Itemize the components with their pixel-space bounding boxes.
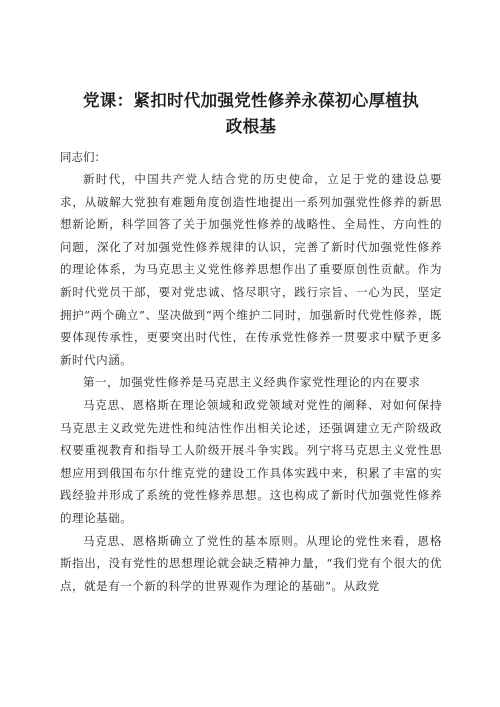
salutation: 同志们： — [60, 150, 106, 164]
paragraph-marx-engels-lenin: 马克思、恩格斯在理论领域和政党领域对党性的阐释、对如何保持马克思主义政党先进性和纯洁性作出相关论述，还强调建立无产阶级政权要重视教育和指导工人阶级开展斗争实践。列宁将马克思主义党性思想应用到俄国布尔什维克党的建设工作具体实践中来，积累了丰富的实践经验并形成了系统的党性修养思想。这也构成了新时代加强党性修养的理论基础。 — [60, 397, 442, 525]
document-page — [60, 88, 442, 597]
paragraph-party-principles: 马克思、恩格斯确立了党性的基本原则。从理论的党性来看，恩格斯指出，没有党性的思想理论就会缺乏精神力量，“我们党有个很大的优点，就是有一个新的科学的世界观作为理论的基础”。从政党 — [60, 533, 442, 593]
section-heading-first: 第一，加强党性修养是马克思主义经典作家党性理论的内在要求 — [83, 375, 421, 390]
document-title — [60, 88, 442, 140]
title-line-1: 党课：紧扣时代加强党性修养永葆初心厚植执 — [83, 91, 419, 110]
paragraph-intro: 新时代，中国共产党人结合党的历史使命，立足于党的建设总要求，从破解大党独有难题角度创造性地提出一系列加强党性修养的新思想新论断，科学回答了关于加强党性修养的战略性、全局性、方向性的问题，深化了对加强党性修养规律的认识，完善了新时代加强党性修养的理论体系，为马克思主义党性修养思想作出了重要原创性贡献。作为新时代党员干部，要对党忠诚、恪尽职守，践行宗旨、一心为民，坚定拥护“两个确立”、坚决做到“两个维护二同时，加强新时代党性修养，既要体现传承性，更要突出时代性，在传承党性修养一贯要求中赋予更多新时代内涵。 — [60, 172, 442, 367]
title-line-2: 政根基 — [225, 117, 277, 136]
